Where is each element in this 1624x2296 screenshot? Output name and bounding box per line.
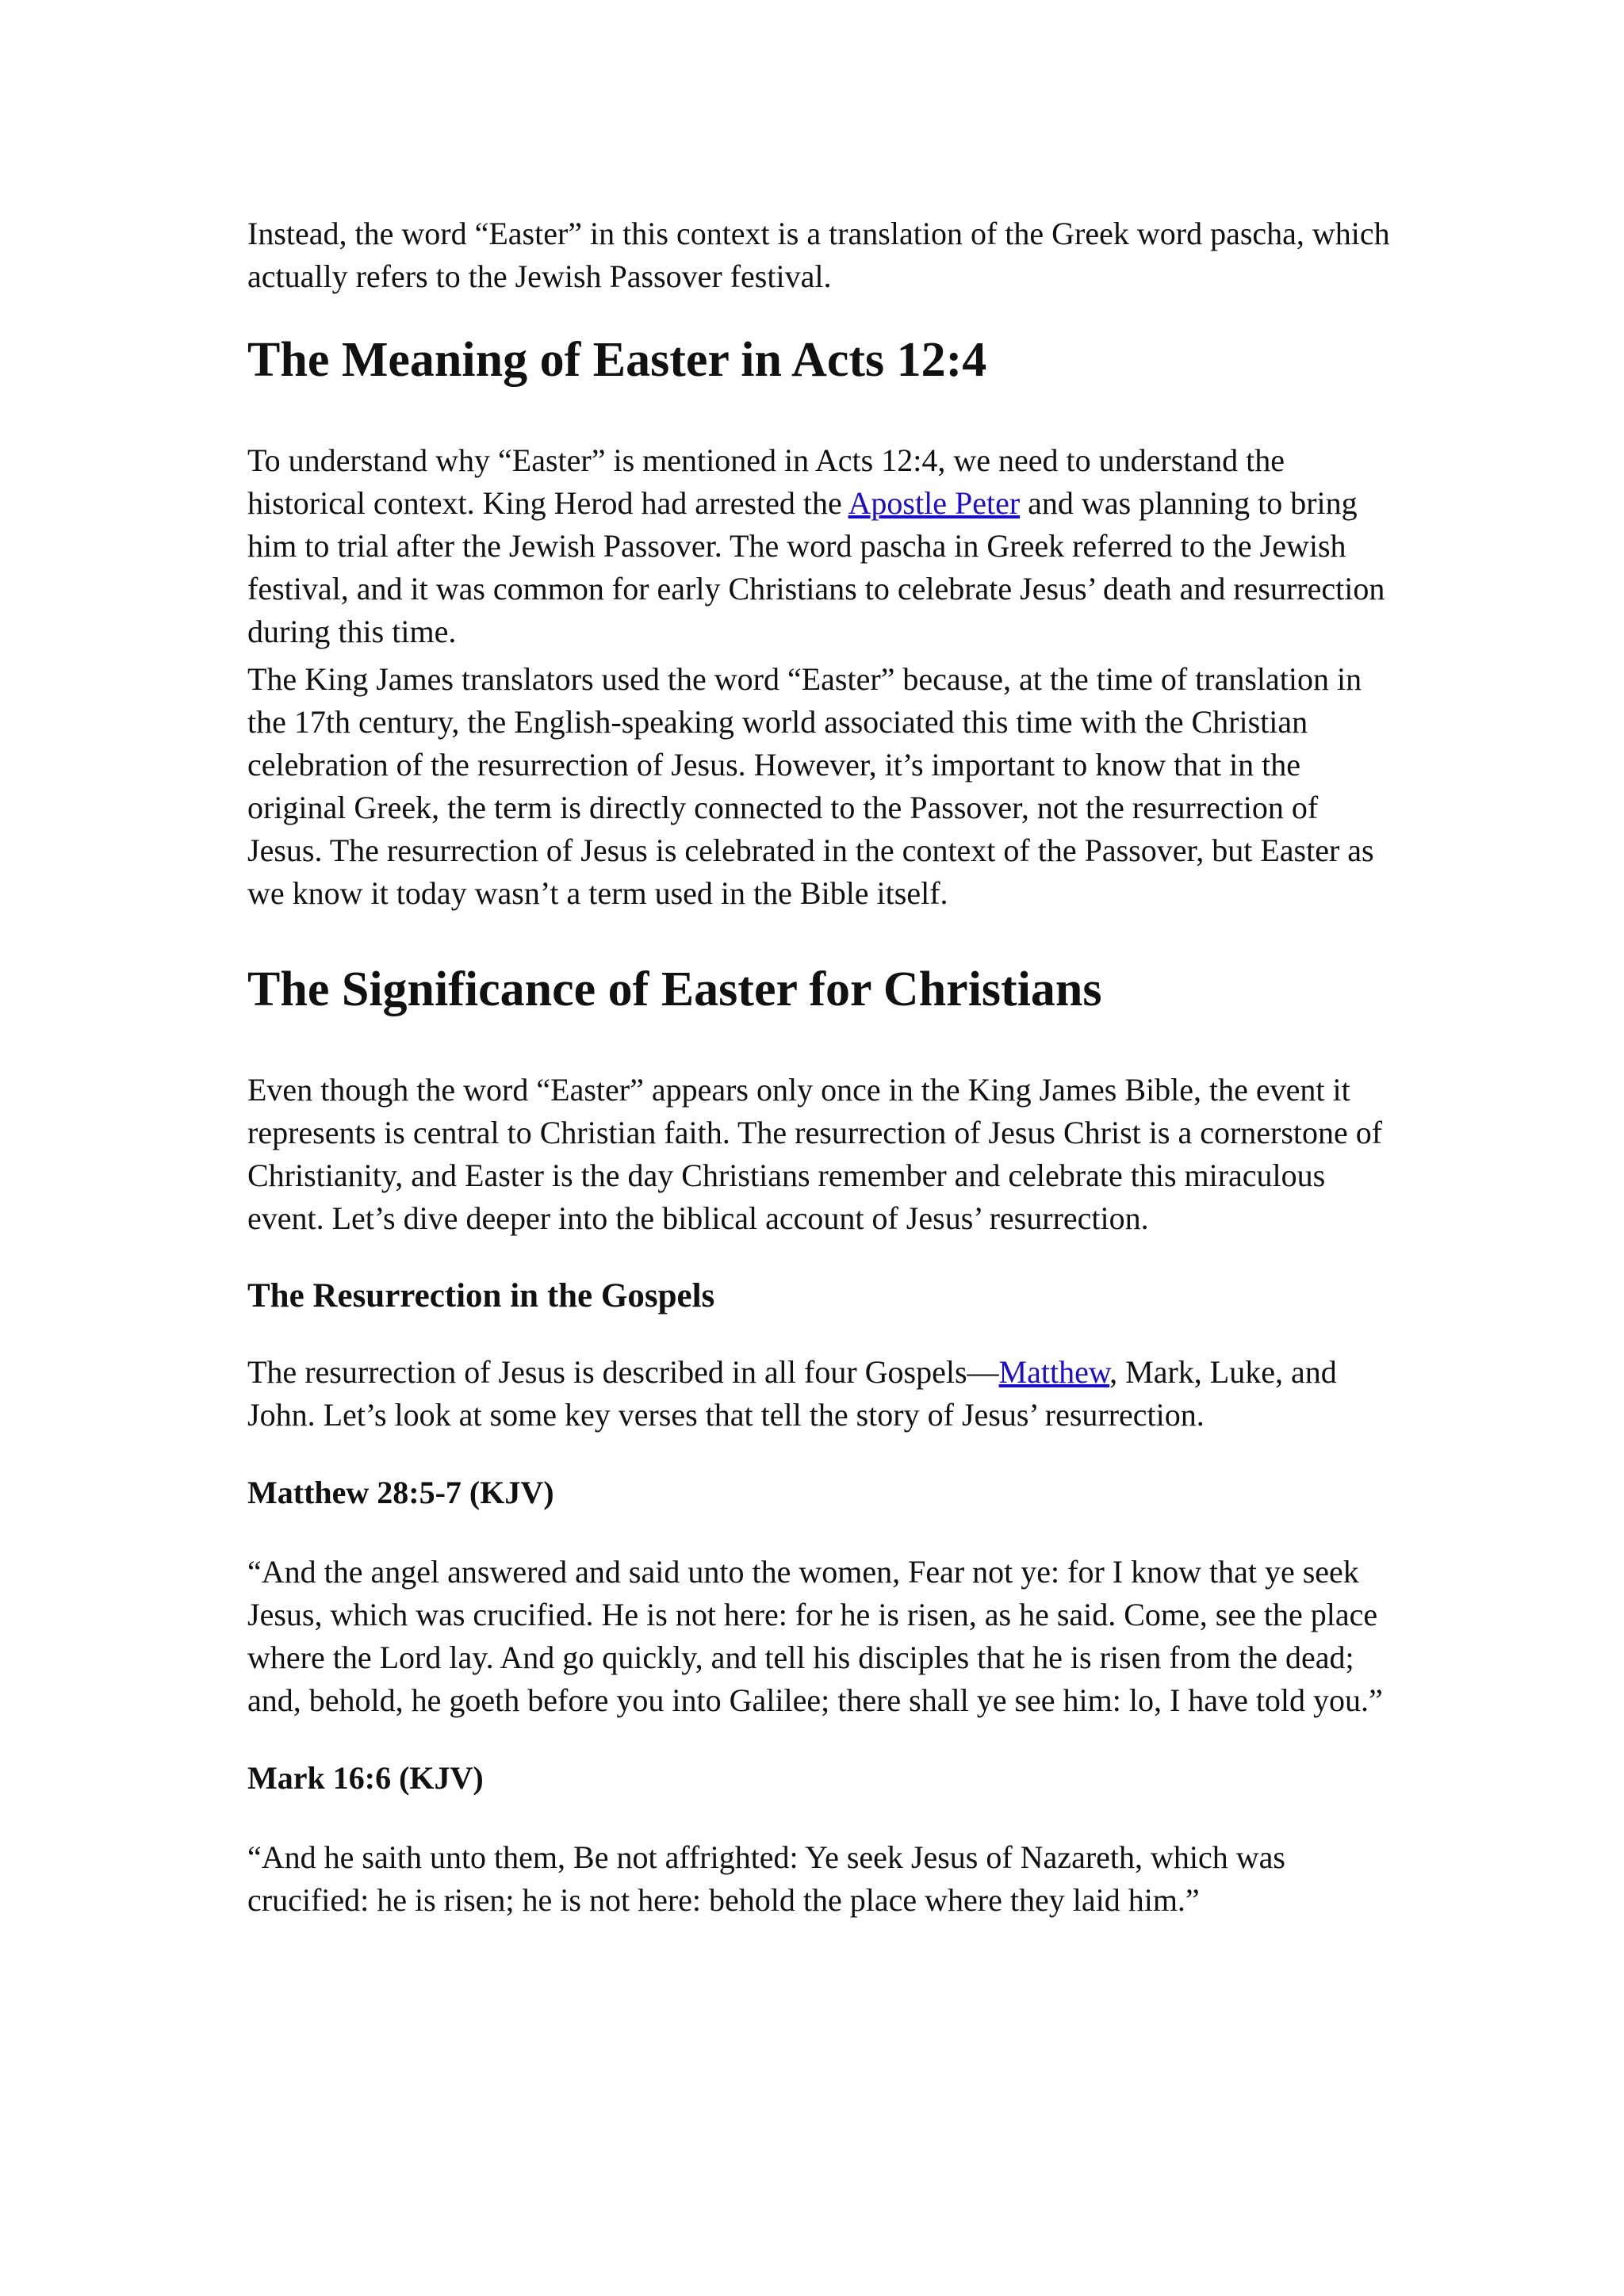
mark-verse-text: “And he saith unto them, Be not affrighted: Ye seek Jesus of Nazareth, which was crucified: he is risen; he is not here: behold the place where they laid him.” [247,1839,1285,1918]
gospels-paragraph-text-a: The resurrection of Jesus is described in all four Gospels— [247,1354,999,1390]
matthew-verse-text: “And the angel answered and said unto the women, Fear not ye: for I know that ye seek Jesus, which was crucified. He is not here: for he is risen, as he said. Come, see the place where the Lord lay. And go quickly, and tell his disciples that he is risen from the dead; and, behold, he goeth before you into Galilee; there shall ye see him: lo, I have told you.” [247,1554,1383,1718]
meaning-paragraph-2: The King James translators used the word “Easter” because, at the time of translation in the 17th century, the English-speaking world associated this time with the Christian celebration of the resurrection of Jesus. However, it’s important to know that in the original Greek, the term is directly connected to the Passover, not the resurrection of Jesus. The resurrection of Jesus is celebrated in the context of the Passover, but Easter as we know it today wasn’t a term used in the Bible itself. [247,661,1374,911]
meaning-paragraph-1-text-a: To understand why “Easter” is mentioned in Acts 12:4, we need to understand the historical context. King Herod had arrested the [247,442,1285,521]
heading-significance-of-easter: The Significance of Easter for Christians [247,962,1102,1016]
intro-paragraph: Instead, the word “Easter” in this context is a translation of the Greek word pascha, which actually refers to the Jewish Passover festival. [247,216,1390,294]
gospels-paragraph [247,1351,1397,1437]
heading-meaning-of-easter: The Meaning of Easter in Acts 12:4 [247,333,987,387]
matthew-link[interactable]: Matthew [998,1354,1110,1390]
matthew-verse-reference: Matthew 28:5-7 (KJV) [247,1475,554,1510]
document-page [247,212,1397,1922]
gospels-paragraph-text-b: , Mark, Luke, and John. Let’s look at some key verses that tell the story of Jesus’ resurrection. [247,1354,1337,1433]
heading-resurrection-in-gospels: The Resurrection in the Gospels [247,1277,715,1314]
meaning-paragraph-1-text-b: and was planning to bring him to trial after the Jewish Passover. The word pascha in Greek referred to the Jewish festival, and it was common for early Christians to celebrate Jesus’ death and resurrection during this time. [247,485,1385,649]
mark-verse-reference: Mark 16:6 (KJV) [247,1760,484,1796]
meaning-paragraph-1 [247,439,1397,653]
apostle-peter-link[interactable]: Apostle Peter [848,485,1021,521]
significance-paragraph: Even though the word “Easter” appears only once in the King James Bible, the event it represents is central to Christian faith. The resurrection of Jesus Christ is a cornerstone of Christianity, and Easter is the day Christians remember and celebrate this miraculous event. Let’s dive deeper into the biblical account of Jesus’ resurrection. [247,1072,1383,1236]
